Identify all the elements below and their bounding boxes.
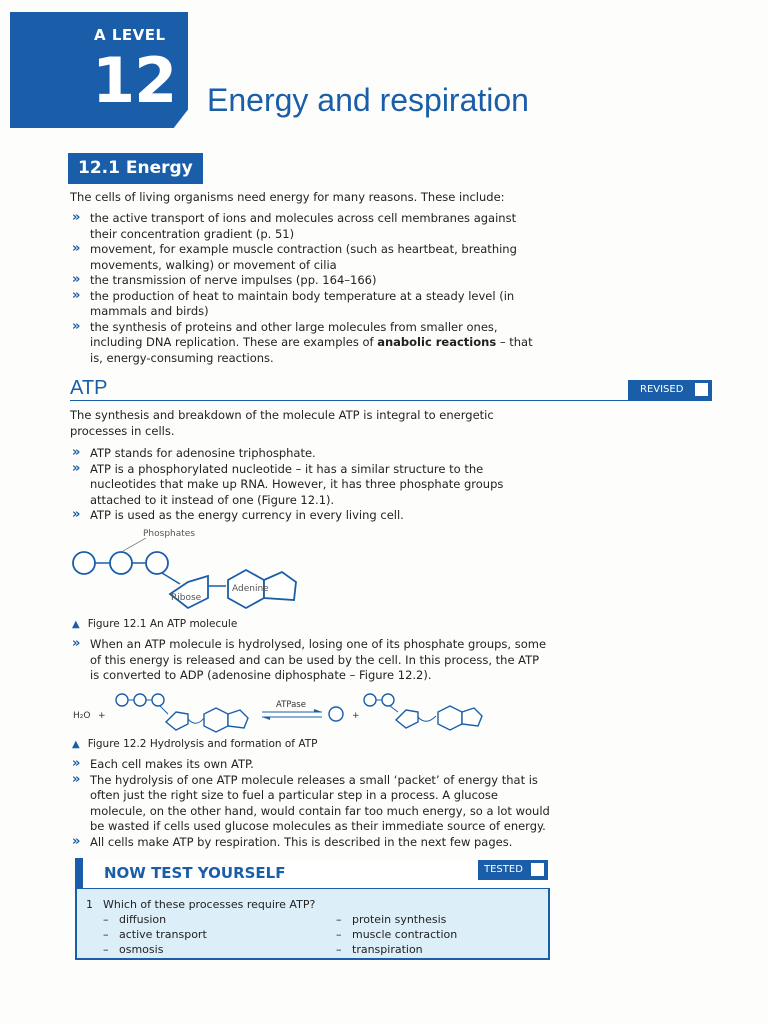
phosphate-circle (146, 552, 168, 574)
atp-more-list (70, 757, 550, 850)
option-dash: – (336, 913, 342, 926)
caption-text: Figure 12.2 Hydrolysis and formation of ATP (87, 738, 318, 750)
tested-tag[interactable] (478, 860, 548, 880)
list-item: » ATP stands for adenosine triphosphate. (70, 446, 550, 462)
question-number: 1 (86, 898, 93, 911)
option-text: protein synthesis (352, 913, 447, 926)
option-text: transpiration (352, 943, 423, 956)
list-item-text: – that is, energy-consuming reactions. (90, 335, 533, 365)
figure-caption (72, 618, 237, 630)
enzyme-label: ATPase (276, 700, 306, 710)
caption-triangle-icon: ▲ (72, 619, 80, 630)
hydrolysis-list (70, 637, 550, 684)
list-item: » the transmission of nerve impulses (pp. 164–166) (70, 273, 540, 289)
option-text: osmosis (119, 943, 164, 956)
chapter-title: Energy and respiration (207, 82, 529, 118)
phosphates-label: Phosphates (143, 529, 196, 539)
plus-sign: + (98, 711, 106, 721)
option-dash: – (103, 913, 109, 926)
heading-rule (70, 400, 712, 401)
title-accent (75, 858, 83, 888)
caption-triangle-icon: ▲ (72, 739, 80, 750)
option-item (336, 942, 457, 957)
energy-reasons-list (70, 211, 540, 366)
ribose-label: Ribose (171, 593, 202, 603)
option-item (103, 942, 207, 957)
figure-caption (72, 738, 317, 750)
section-title: 12.1 Energy (68, 153, 203, 184)
atp-heading: ATP (70, 377, 108, 399)
revised-tag[interactable] (628, 380, 712, 400)
option-dash: – (336, 928, 342, 941)
option-item (336, 927, 457, 942)
list-item: » the production of heat to maintain body temperature at a steady level (in mammals and birds) (70, 289, 540, 320)
question-text: Which of these processes require ATP? (103, 898, 316, 911)
list-item: » When an ATP molecule is hydrolysed, losing one of its phosphate groups, some of this energy is released and can be used by the cell. In this process, the ATP is converted to ADP (adenosine diphosphate – Figure 12.2). (70, 637, 550, 684)
revised-checkbox[interactable] (695, 383, 708, 396)
adenine-label: Adenine (232, 584, 269, 594)
section-intro: The cells of living organisms need energy for many reasons. These include: (70, 190, 505, 204)
option-text: active transport (119, 928, 207, 941)
hydrolysis-diagram (70, 690, 490, 736)
list-item: » The hydrolysis of one ATP molecule releases a small ‘packet’ of energy that is often just the right size to fuel a particular step in a process. A glucose molecule, on the other hand, would contain far too much energy, so a lot would be wasted if cells used glucose molecules as their immediate source of energy. (70, 773, 550, 835)
option-item (103, 927, 207, 942)
list-item: » the active transport of ions and molecules across cell membranes against their concentration gradient (p. 51) (70, 211, 540, 242)
option-list-right (336, 912, 457, 957)
atp-molecule-diagram (68, 524, 328, 614)
option-item (336, 912, 457, 927)
water-label: H₂O (73, 711, 91, 721)
atp-intro: The synthesis and breakdown of the molecule ATP is integral to energetic processes in cells. (70, 408, 494, 438)
list-item: » movement, for example muscle contraction (such as heartbeat, breathing movements, walking) or movement of cilia (70, 242, 540, 273)
list-item (70, 320, 540, 367)
anabolic-term: anabolic reactions (377, 335, 497, 349)
option-text: diffusion (119, 913, 167, 926)
option-dash: – (103, 928, 109, 941)
phosphate-circle (73, 552, 95, 574)
chapter-number: 12 (92, 44, 177, 117)
level-label: A LEVEL (94, 26, 166, 44)
revised-label: REVISED (640, 384, 684, 395)
caption-text: Figure 12.1 An ATP molecule (87, 618, 238, 630)
atp-points-list (70, 446, 550, 524)
option-dash: – (103, 943, 109, 956)
list-item-text: the synthesis of proteins and other large molecules from smaller ones, including DNA replication. These are examples of (90, 319, 498, 349)
option-list-left (103, 912, 207, 957)
option-text: muscle contraction (352, 928, 458, 941)
option-item (103, 912, 207, 927)
tested-label: TESTED (484, 864, 523, 875)
adenine-pentagon (264, 572, 296, 600)
list-item: » ATP is a phosphorylated nucleotide – it has a similar structure to the nucleotides that make up RNA. However, it has three phosphate groups attached to it instead of one (Figure 12.1). (70, 462, 550, 509)
phosphate-circle (110, 552, 132, 574)
list-item: » All cells make ATP by respiration. This is described in the next few pages. (70, 835, 550, 851)
plus-sign: + (352, 711, 360, 721)
list-item: » Each cell makes its own ATP. (70, 757, 550, 773)
tested-checkbox[interactable] (531, 863, 544, 876)
list-item: » ATP is used as the energy currency in every living cell. (70, 508, 550, 524)
test-title: NOW TEST YOURSELF (104, 864, 286, 882)
option-dash: – (336, 943, 342, 956)
